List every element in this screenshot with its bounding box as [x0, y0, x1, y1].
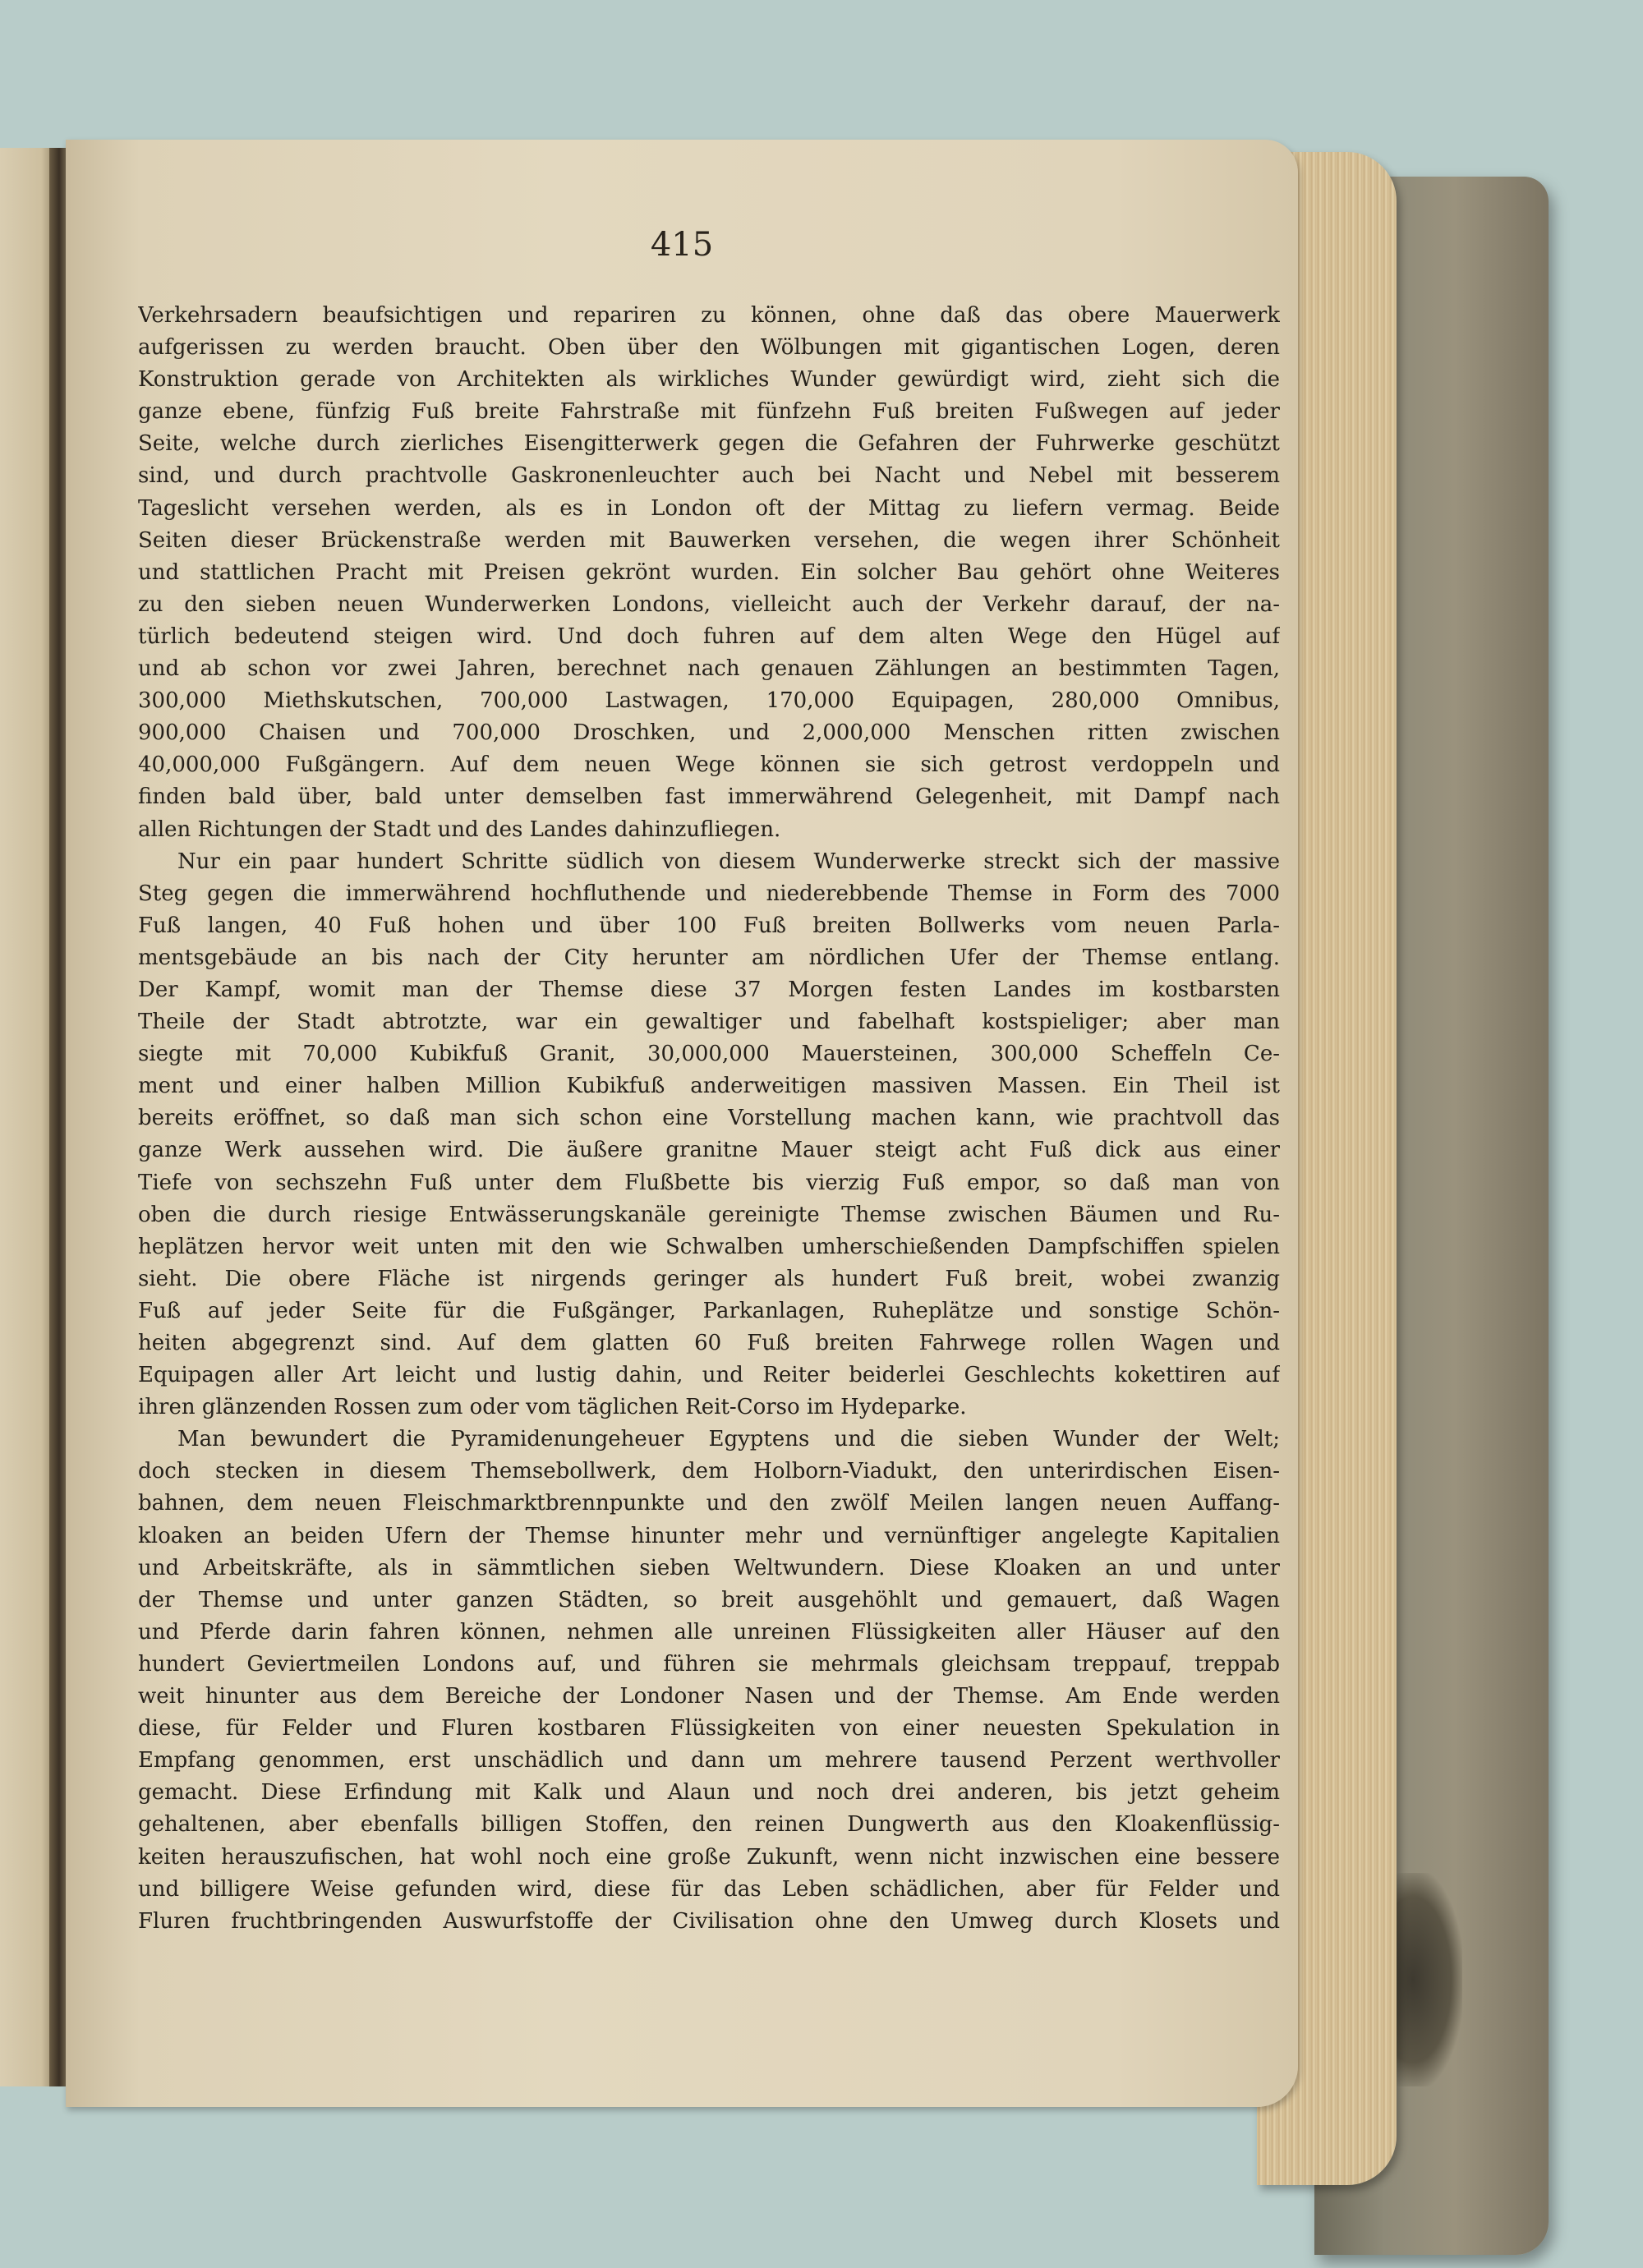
- text-line: Konstruktion gerade von Architekten als wirkliches Wunder gewürdigt wird, zieht sich die: [138, 367, 1280, 393]
- text-line: hundert Geviertmeilen Londons auf, und führen sie mehrmals gleichsam treppauf, treppab: [138, 1651, 1280, 1677]
- text-line: 40,000,000 Fußgängern. Auf dem neuen Wege können sie sich getrost verdoppeln und: [138, 752, 1280, 778]
- text-line: Steg gegen die immerwährend hochfluthende und niederebbende Themse in Form des 7000: [138, 881, 1280, 906]
- page-body-text: [138, 300, 1280, 1938]
- text-line: 900,000 Chaisen und 700,000 Droschken, und 2,000,000 Menschen ritten zwischen: [138, 720, 1280, 746]
- text-line: ment und einer halben Million Kubikfuß anderweitigen massiven Massen. Ein Theil ist: [138, 1074, 1280, 1099]
- text-line: zu den sieben neuen Wunderwerken Londons, vielleicht auch der Verkehr darauf, der na-: [138, 591, 1280, 617]
- text-line: gemacht. Diese Erfindung mit Kalk und Alaun und noch drei anderen, bis jetzt geheim: [138, 1780, 1280, 1806]
- text-line: heiten abgegrenzt sind. Auf dem glatten 60 Fuß breiten Fahrwege rollen Wagen und: [138, 1331, 1280, 1355]
- text-line: allen Richtungen der Stadt und des Landes dahinzufliegen.: [138, 817, 781, 842]
- text-line: Empfang genommen, erst unschädlich und dann um mehrere tausend Perzent werthvoller: [138, 1748, 1280, 1773]
- text-line: Fuß auf jeder Seite für die Fußgänger, Parkanlagen, Ruheplätze und sonstige Schön-: [138, 1298, 1280, 1323]
- text-line: der Themse und unter ganzen Städten, so breit ausgehöhlt und gemauert, daß Wagen: [138, 1587, 1280, 1612]
- text-line: Fuß langen, 40 Fuß hohen und über 100 Fuß breiten Bollwerks vom neuen Parla-: [138, 913, 1280, 938]
- text-line: ganze Werk aussehen wird. Die äußere granitne Mauer steigt acht Fuß dick aus einer: [138, 1138, 1280, 1163]
- text-line: Der Kampf, womit man der Themse diese 37 Morgen festen Landes im kostbarsten: [138, 977, 1280, 1002]
- text-line: doch stecken in diesem Themsebollwerk, dem Holborn-Viadukt, den unterirdischen Eisen-: [138, 1459, 1280, 1484]
- text-line: aufgerissen zu werden braucht. Oben über den Wölbungen mit gigantischen Logen, deren: [138, 335, 1280, 361]
- text-line: Nur ein paar hundert Schritte südlich von diesem Wunderwerke streckt sich der massive: [177, 849, 1280, 874]
- text-line: Tiefe von sechszehn Fuß unter dem Flußbette bis vierzig Fuß empor, so daß man von: [138, 1170, 1280, 1195]
- text-line: keiten herauszufischen, hat wohl noch eine große Zukunft, wenn nicht inzwischen eine bessere: [138, 1844, 1280, 1870]
- text-line: ganze ebene, fünfzig Fuß breite Fahrstraße mit fünfzehn Fuß breiten Fußwegen auf jeder: [138, 399, 1280, 425]
- text-line: und Arbeitskräfte, als in sämmtlichen sieben Weltwundern. Diese Kloaken an und unter: [138, 1555, 1280, 1580]
- text-line: heplätzen hervor weit unten mit den wie Schwalben umherschießenden Dampfschiffen spielen: [138, 1234, 1280, 1259]
- text-line: weit hinunter aus dem Bereiche der Londoner Nasen und der Themse. Am Ende werden: [138, 1684, 1280, 1709]
- text-line: bereits eröffnet, so daß man sich schon eine Vorstellung machen kann, wie prachtvoll das: [138, 1106, 1280, 1131]
- text-line: türlich bedeutend steigen wird. Und doch fuhren auf dem alten Wege den Hügel auf: [138, 623, 1280, 649]
- text-line: Equipagen aller Art leicht und lustig dahin, und Reiter beiderlei Geschlechts kokettiren auf: [138, 1363, 1280, 1388]
- text-line: und Pferde darin fahren können, nehmen alle unreinen Flüssigkeiten aller Häuser auf den: [138, 1619, 1280, 1645]
- text-line: und stattlichen Pracht mit Preisen gekrönt wurden. Ein solcher Bau gehört ohne Weiteres: [138, 559, 1280, 585]
- text-line: sind, und durch prachtvolle Gaskronenleuchter auch bei Nacht und Nebel mit besserem: [138, 463, 1280, 489]
- text-line: Tageslicht versehen werden, als es in London oft der Mittag zu liefern vermag. Beide: [138, 495, 1280, 521]
- text-line: diese, für Felder und Fluren kostbaren Flüssigkeiten von einer neuesten Spekulation in: [138, 1716, 1280, 1741]
- page-number: 415: [650, 226, 714, 264]
- text-line: sieht. Die obere Fläche ist nirgends geringer als hundert Fuß breit, wobei zwanzig: [138, 1266, 1280, 1291]
- text-line: siegte mit 70,000 Kubikfuß Granit, 30,000,000 Mauersteinen, 300,000 Scheffeln Ce-: [138, 1042, 1280, 1067]
- book-page: [66, 140, 1298, 2107]
- text-line: und ab schon vor zwei Jahren, berechnet nach genauen Zählungen an bestimmten Tagen,: [138, 656, 1280, 682]
- text-line: Fluren fruchtbringenden Auswurfstoffe der Civilisation ohne den Umweg durch Klosets und: [138, 1908, 1280, 1934]
- text-line: Theile der Stadt abtrotzte, war ein gewaltiger und fabelhaft kostspieliger; aber man: [138, 1010, 1280, 1035]
- text-line: oben die durch riesige Entwässerungskanäle gereinigte Themse zwischen Bäumen und Ru-: [138, 1202, 1280, 1227]
- text-line: Man bewundert die Pyramidenungeheuer Egyptens und die sieben Wunder der Welt;: [177, 1427, 1280, 1452]
- text-line: bahnen, dem neuen Fleischmarktbrennpunkte und den zwölf Meilen langen neuen Auffang-: [138, 1491, 1280, 1516]
- text-line: ihren glänzenden Rossen zum oder vom täglichen Reit-Corso im Hydeparke.: [138, 1395, 967, 1420]
- text-line: 300,000 Miethskutschen, 700,000 Lastwagen, 170,000 Equipagen, 280,000 Omnibus,: [138, 688, 1280, 714]
- text-line: Seite, welche durch zierliches Eisengitterwerk gegen die Gefahren der Fuhrwerke geschützt: [138, 431, 1280, 457]
- text-line: kloaken an beiden Ufern der Themse hinunter mehr und vernünftiger angelegte Kapitalien: [138, 1523, 1280, 1548]
- text-line: und billigere Weise gefunden wird, diese für das Leben schädlichen, aber für Felder und: [138, 1876, 1280, 1902]
- text-line: finden bald über, bald unter demselben fast immerwährend Gelegenheit, mit Dampf nach: [138, 784, 1280, 810]
- text-line: mentsgebäude an bis nach der City herunter am nördlichen Ufer der Themse entlang.: [138, 945, 1280, 970]
- text-line: Verkehrsadern beaufsichtigen und repariren zu können, ohne daß das obere Mauerwerk: [138, 303, 1280, 328]
- text-line: gehaltenen, aber ebenfalls billigen Stoffen, den reinen Dungwerth aus den Kloakenflüssig-: [138, 1812, 1280, 1838]
- text-line: Seiten dieser Brückenstraße werden mit Bauwerken versehen, die wegen ihrer Schönheit: [138, 527, 1280, 553]
